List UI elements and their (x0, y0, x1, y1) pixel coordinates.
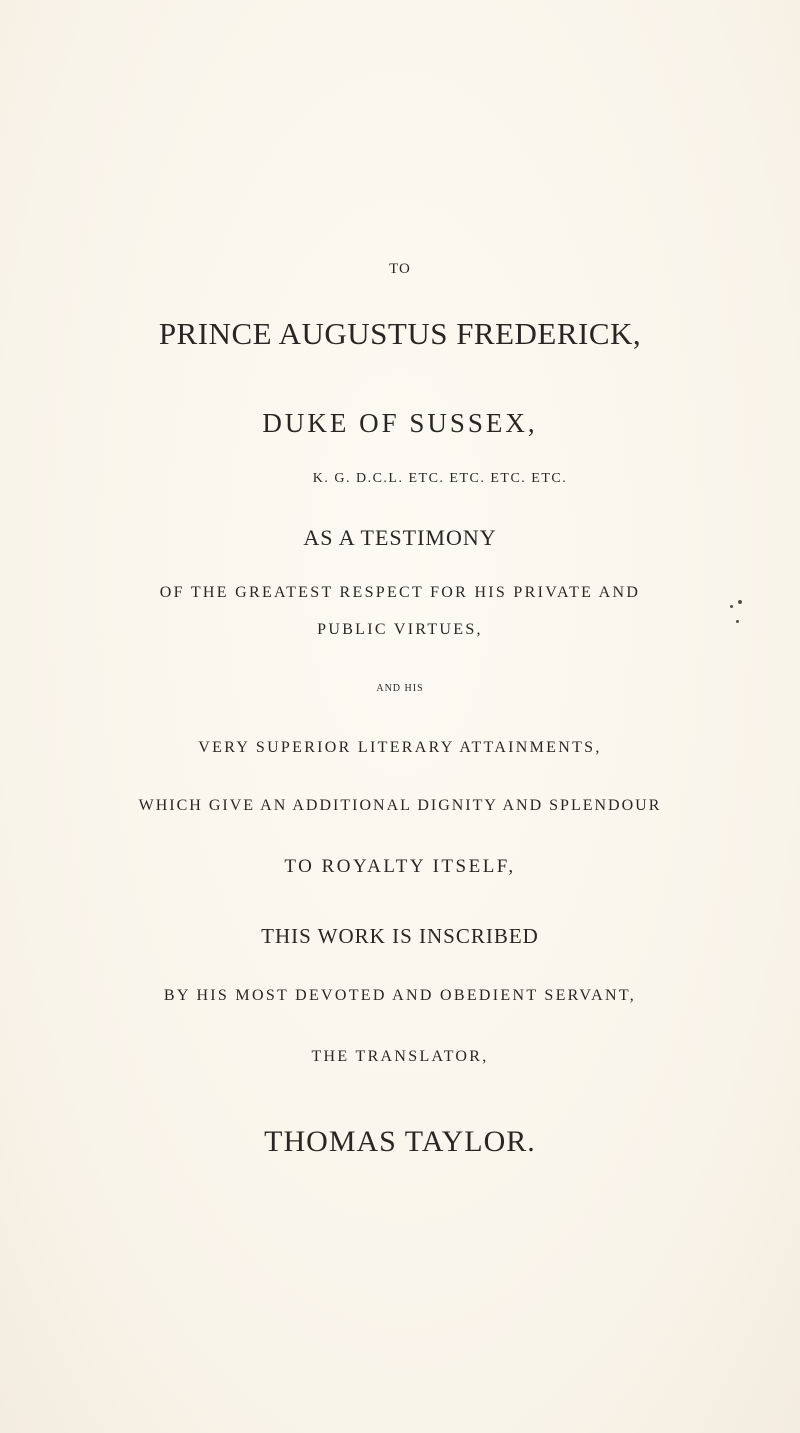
dedicatee-honours: K. G. D.C.L. ETC. ETC. ETC. ETC. (312, 471, 568, 486)
author-name: THOMAS TAYLOR. (264, 1125, 536, 1158)
ink-speck (736, 620, 739, 623)
testimony-line: AS A TESTIMONY (303, 525, 497, 550)
respect-line: OF THE GREATEST RESPECT FOR HIS PRIVATE AND (159, 584, 641, 601)
ink-speck (730, 605, 733, 608)
attainments-line: VERY SUPERIOR LITERARY ATTAINMENTS, (198, 739, 602, 756)
dedication-to: TO (389, 261, 411, 277)
ink-speck (738, 600, 742, 604)
dedicatee-title: DUKE OF SUSSEX, (262, 408, 538, 438)
virtues-line: PUBLIC VIRTUES, (317, 621, 483, 638)
translator-line: THE TRANSLATOR, (311, 1048, 489, 1065)
servant-line: BY HIS MOST DEVOTED AND OBEDIENT SERVANT, (163, 987, 637, 1004)
dedicatee-name: PRINCE AUGUSTUS FREDERICK, (158, 316, 642, 351)
and-his-line: AND HIS (376, 683, 424, 694)
royalty-line: TO ROYALTY ITSELF, (284, 856, 516, 877)
inscribed-line: THIS WORK IS INSCRIBED (261, 924, 539, 948)
dignity-line: WHICH GIVE AN ADDITIONAL DIGNITY AND SPLENDOUR (138, 797, 662, 814)
